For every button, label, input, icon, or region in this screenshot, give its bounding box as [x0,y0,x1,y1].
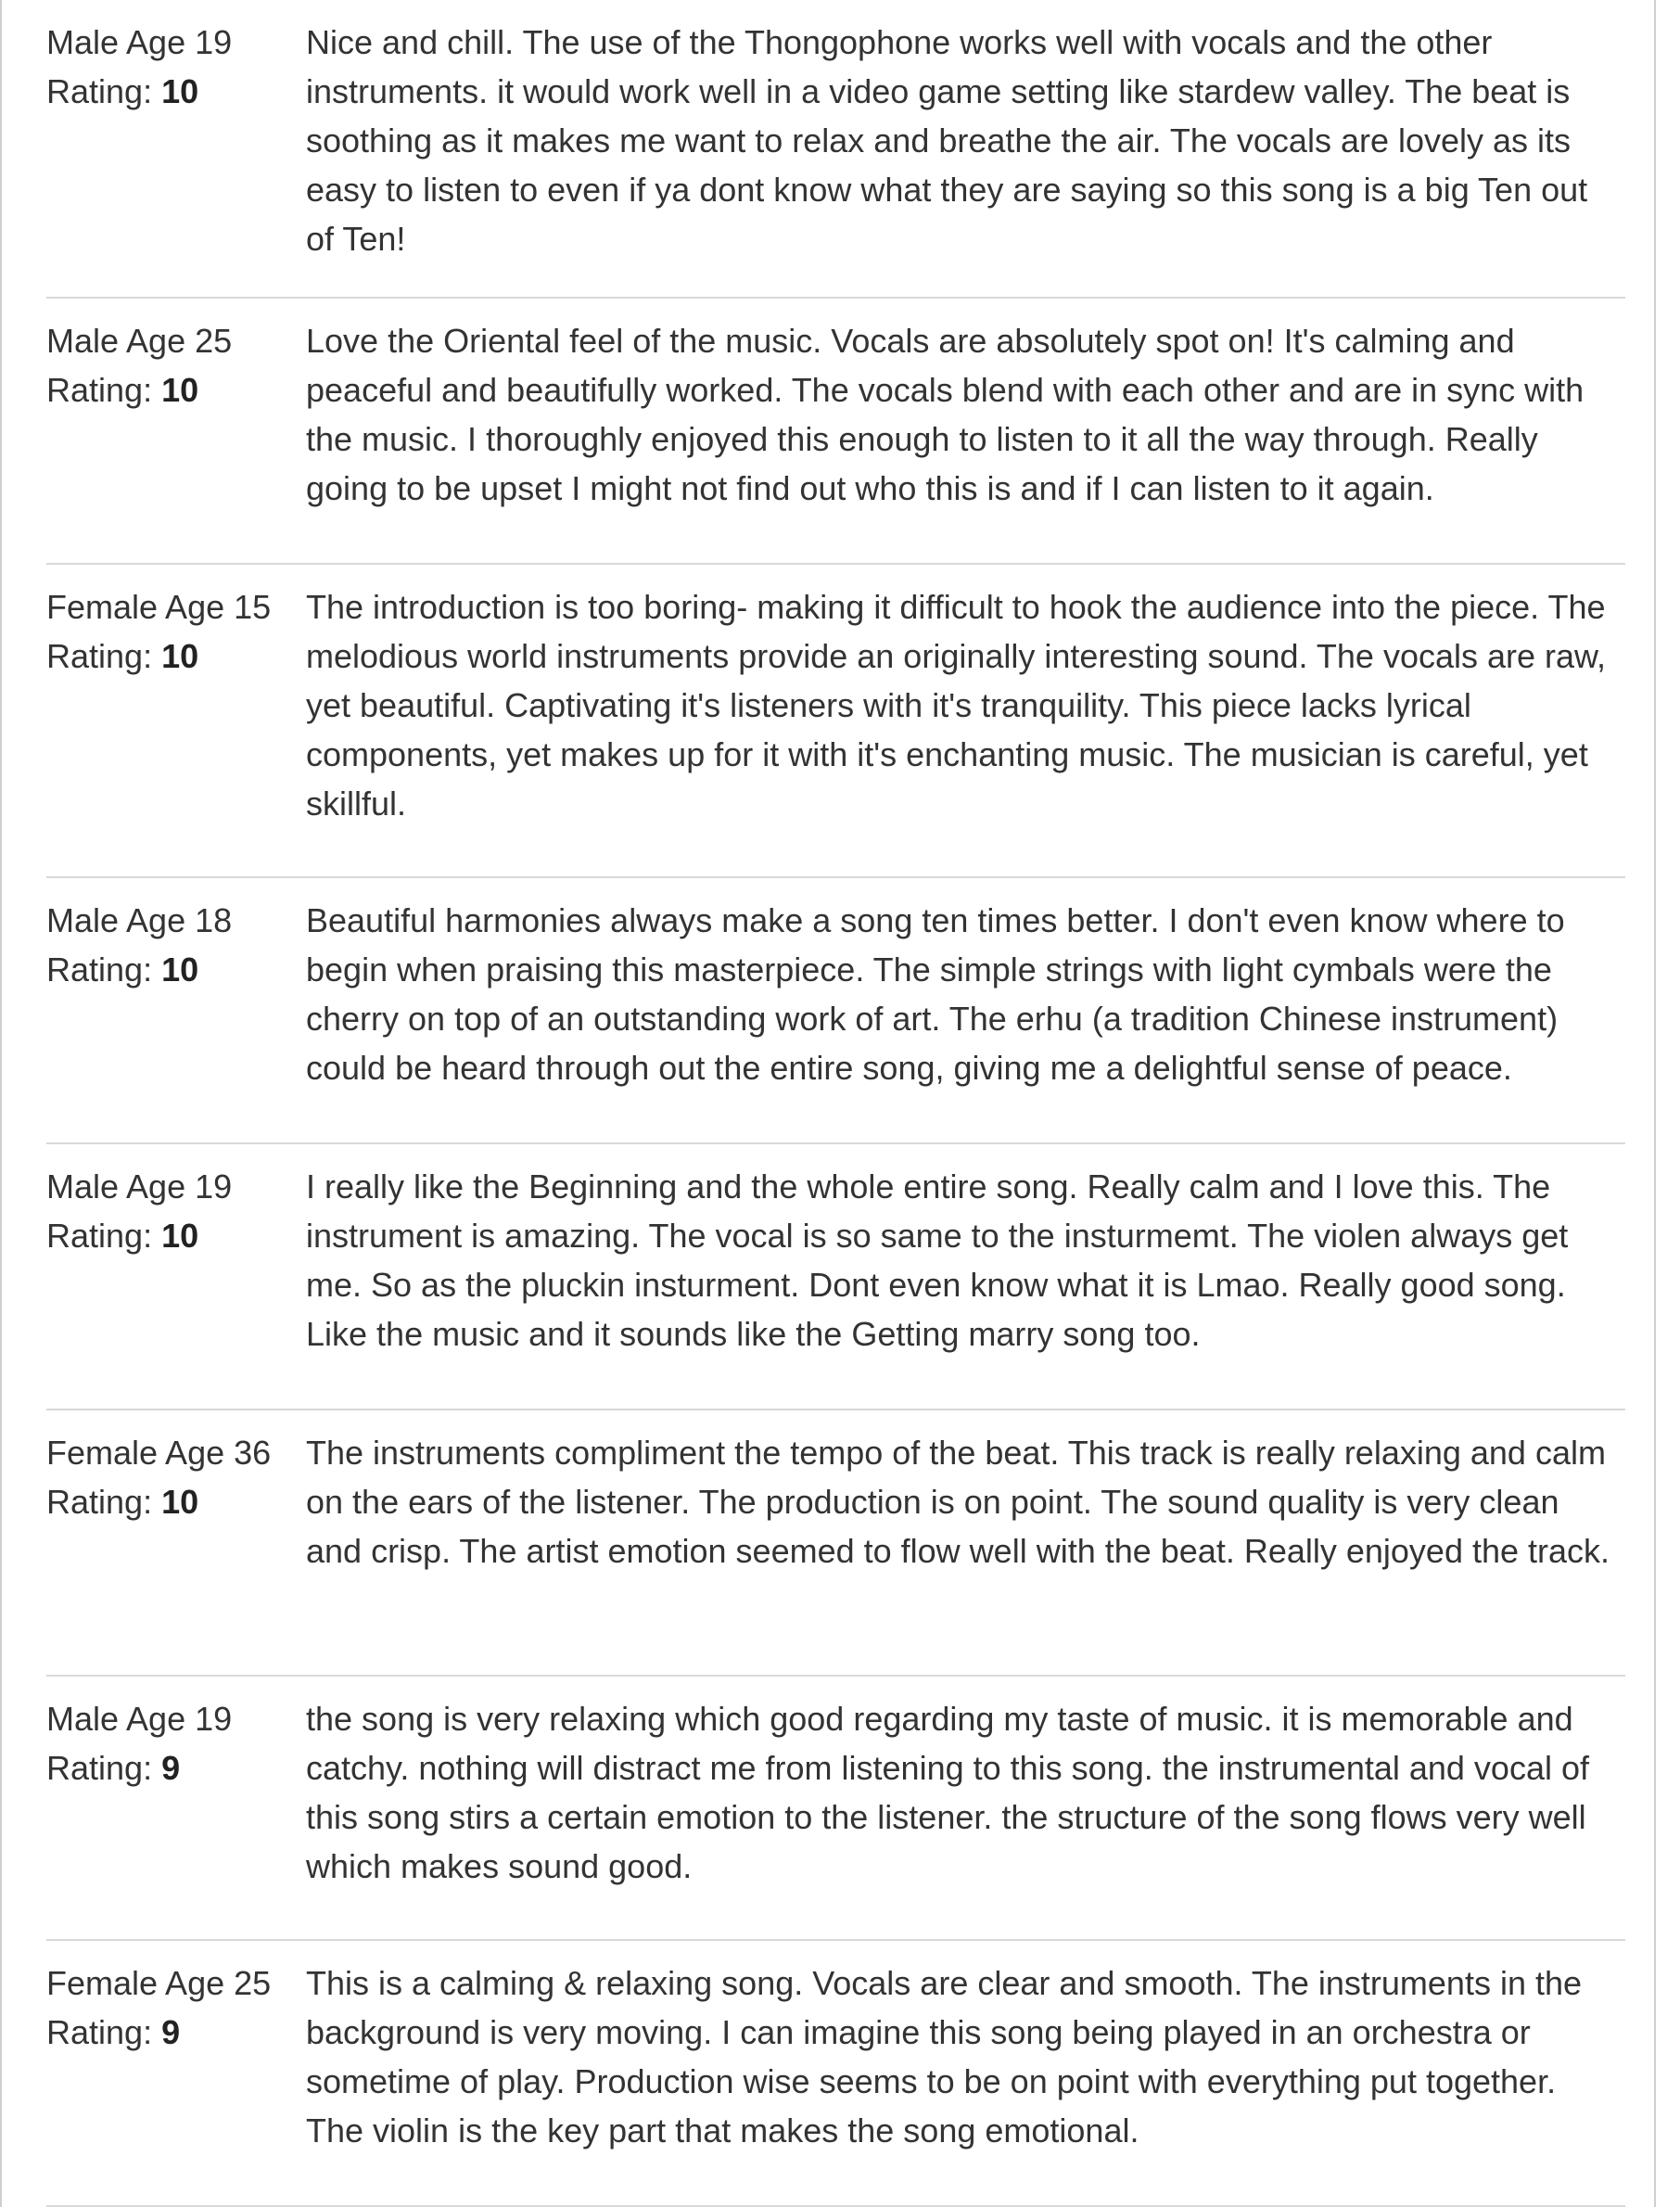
rating-value: 10 [161,1217,199,1255]
review-item [46,1677,1625,1941]
review-list [46,0,1625,2207]
rating-value: 10 [161,1483,199,1521]
review-text: I really like the Beginning and the whole entire song. Really calm and I love this. The instrument is amazing. The vocal is so same to the insturmemt. The violen always get me. So as the pluckin insturment. Dont even know what it is Lmao. Really good song. Like the music and it sounds like the Getting marry song too. [306,1167,1569,1353]
review-text: Nice and chill. The use of the Thongophone works well with vocals and the other instruments. it would work well in a video game setting like stardew valley. The beat is soothing as it makes me want to relax and breathe the air. The vocals are lovely as its easy to listen to even if ya dont know what they are saying so this song is a big Ten out of Ten! [306,23,1588,258]
reviewer-info: Male Age 19 [46,1700,233,1738]
review-item [46,1144,1625,1410]
reviewer-info: Female Age 15 [46,588,272,626]
rating-value: 10 [161,950,199,989]
review-item [46,565,1625,878]
rating-value: 10 [161,637,199,675]
review-text: The introduction is too boring- making it difficult to hook the audience into the piece. The melodious world instruments provide an originally interesting sound. The vocals are raw, yet beautiful. Captivating it's listeners with it's tranquility. This piece lacks lyrical components, yet makes up for it with it's enchanting music. The musician is careful, yet skillful. [306,588,1607,823]
review-text: the song is very relaxing which good regarding my taste of music. it is memorable and catchy. nothing will distract me from listening to this song. the instrumental and vocal of this song stirs a certain emotion to the listener. the structure of the song flows very well which makes sound good. [306,1700,1589,1885]
reviewer-info: Male Age 19 [46,1167,233,1206]
rating-line [46,67,306,116]
rating-label: Rating: [46,950,153,989]
review-meta [46,316,306,563]
rating-label: Rating: [46,1749,153,1787]
rating-line [46,945,306,994]
rating-value: 10 [161,371,199,409]
rating-label: Rating: [46,72,153,110]
rating-line [46,1211,306,1260]
review-meta [46,1428,306,1675]
rating-value: 9 [161,2013,181,2051]
reviewer-info: Male Age 18 [46,901,233,939]
rating-line [46,365,306,415]
review-meta [46,18,306,297]
review-meta [46,1162,306,1409]
review-meta [46,582,306,876]
review-text: The instruments compliment the tempo of the beat. This track is really relaxing and calm on the ears of the listener. The production is on point. The sound quality is very clean and crisp. The artist emotion seemed to flow well with the beat. Really enjoyed the track. [306,1434,1610,1570]
review-meta [46,1694,306,1939]
review-meta [46,896,306,1142]
rating-line [46,2008,306,2057]
rating-value: 9 [161,1749,181,1787]
review-item [46,0,1625,299]
rating-label: Rating: [46,1483,153,1521]
review-item [46,299,1625,565]
rating-label: Rating: [46,637,153,675]
reviewer-info: Male Age 25 [46,322,233,360]
rating-line [46,631,306,681]
review-text: Beautiful harmonies always make a song ten times better. I don't even know where to begin when praising this masterpiece. The simple strings with light cymbals were the cherry on top of an outstanding work of art. The erhu (a tradition Chinese instrument) could be heard through out the entire song, giving me a delightful sense of peace. [306,901,1565,1087]
rating-line [46,1743,306,1792]
rating-line [46,1477,306,1526]
reviewer-info: Female Age 36 [46,1434,272,1472]
reviewer-info: Male Age 19 [46,23,233,61]
review-text: Love the Oriental feel of the music. Vocals are absolutely spot on! It's calming and peaceful and beautifully worked. The vocals blend with each other and are in sync with the music. I thoroughly enjoyed this enough to listen to it all the way through. Really going to be upset I might not find out who this is and if I can listen to it again. [306,322,1585,507]
rating-label: Rating: [46,371,153,409]
rating-value: 10 [161,72,199,110]
review-item [46,1941,1625,2207]
review-text: This is a calming & relaxing song. Vocals are clear and smooth. The instruments in the background is very moving. I can imagine this song being played in an orchestra or sometime of play. Production wise seems to be on point with everything put together. The violin is the key part that makes the song emotional. [306,1964,1583,2150]
rating-label: Rating: [46,1217,153,1255]
review-item [46,878,1625,1144]
reviewer-info: Female Age 25 [46,1964,272,2002]
review-item [46,1410,1625,1677]
review-meta [46,1958,306,2205]
rating-label: Rating: [46,2013,153,2051]
